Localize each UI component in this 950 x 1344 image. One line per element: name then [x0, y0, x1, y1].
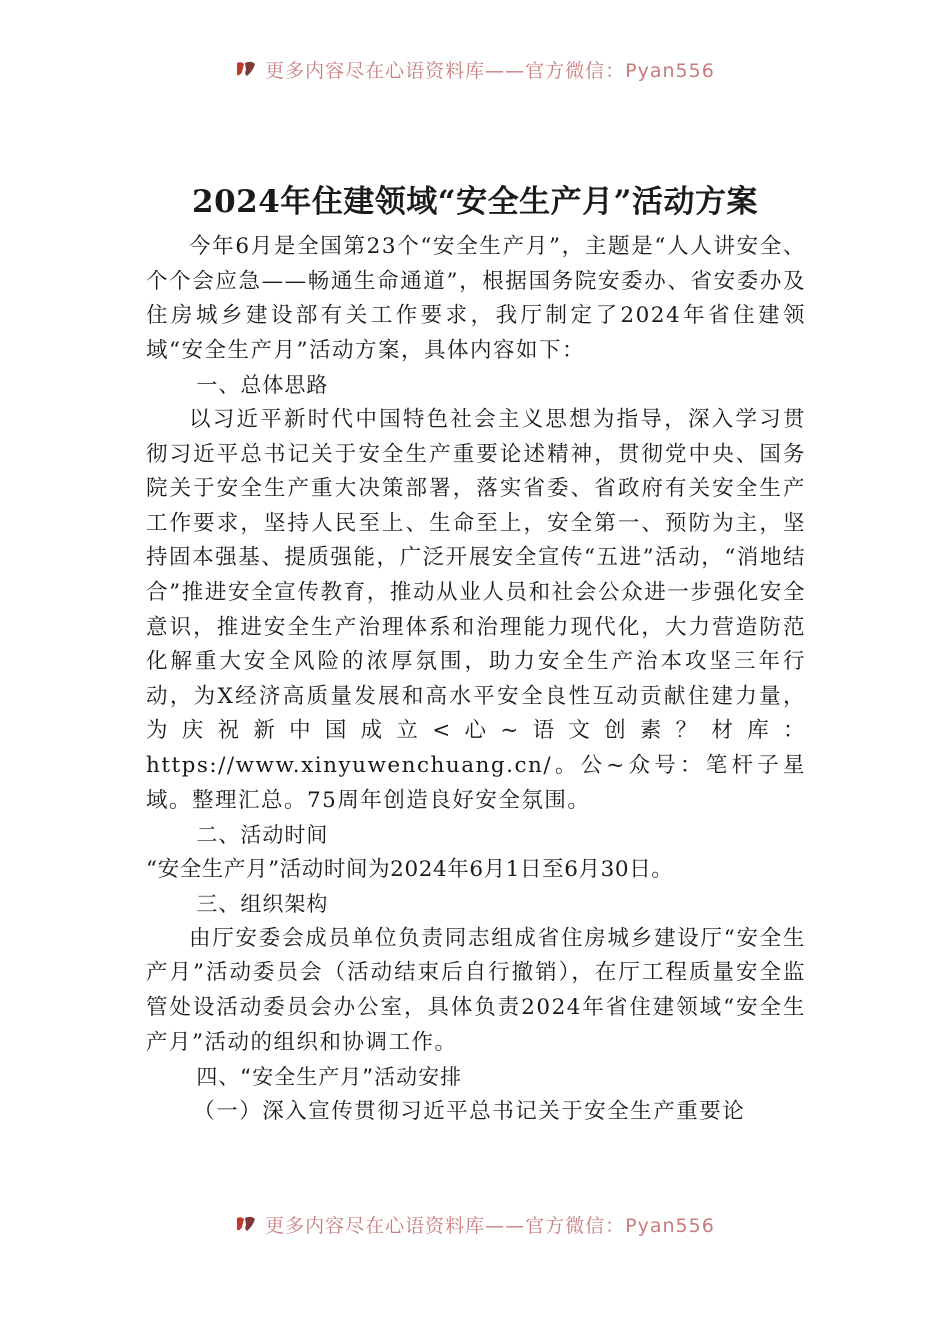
section-body-overall-approach: 以习近平新时代中国特色社会主义思想为指导，深入学习贯彻习近平总书记关于安全生产重要论述精神，贯彻党中央、国务院关于安全生产重大决策部署，落实省委、省政府有关安全生产工作要求，坚持人民至上、生命至上，安全第一、预防为主，坚持固本强基、提质强能，广泛开展安全宣传“五进”活动，“消地结合”推进安全宣传教育，推动从业人员和社会公众进一步强化安全意识，推进安全生产治理体系和治理能力现代化，大力营造防范化解重大安全风险的浓厚氛围，助力安全生产治本攻坚三年行动，为X经济高质量发展和高水平安全良性互动贡献住建力量，为庆祝新中国成立<心~语文创素？材库：https://www.xinyuwenchuang.cn/。公~众号：笔杆子星域。整理汇总。75周年创造良好安全氛围。 — [146, 406, 806, 813]
brand-logo-icon — [235, 60, 257, 78]
section-heading-activity-time: 二、活动时间 — [196, 823, 329, 848]
intro-paragraph: 今年6月是全国第23个“安全生产月”，主题是“人人讲安全、个个会应急——畅通生命通道”，根据国务院安委办、省安委办及住房城乡建设部有关工作要求，我厅制定了2024年省住建领域“安全生产月”活动方案，具体内容如下： — [146, 234, 806, 363]
watermark-footer — [0, 1212, 950, 1236]
watermark-text: 更多内容尽在心语资料库——官方微信：Pyan556 — [265, 1214, 715, 1236]
watermark-header — [0, 57, 950, 81]
section-heading-organization: 三、组织架构 — [196, 892, 329, 917]
watermark-text: 更多内容尽在心语资料库——官方微信：Pyan556 — [265, 59, 715, 81]
brand-logo-icon — [235, 1215, 257, 1233]
section-heading-activity-arrangement: 四、“安全生产月”活动安排 — [196, 1065, 463, 1090]
section-heading-overall-approach: 一、总体思路 — [196, 373, 329, 398]
sub-heading-publicity: （一）深入宣传贯彻习近平总书记关于安全生产重要论 — [193, 1098, 746, 1124]
document-title: 2024年住建领域“安全生产月”活动方案 — [192, 184, 758, 220]
section-body-activity-time: “安全生产月”活动时间为2024年6月1日至6月30日。 — [146, 856, 674, 882]
document-body — [146, 230, 806, 1129]
section-body-organization: 由厅安委会成员单位负责同志组成省住房城乡建设厅“安全生产月”活动委员会（活动结束后自行撤销），在厅工程质量安全监管处设活动委员会办公室，具体负责2024年省住建领域“安全生产月”活动的组织和协调工作。 — [146, 925, 806, 1055]
